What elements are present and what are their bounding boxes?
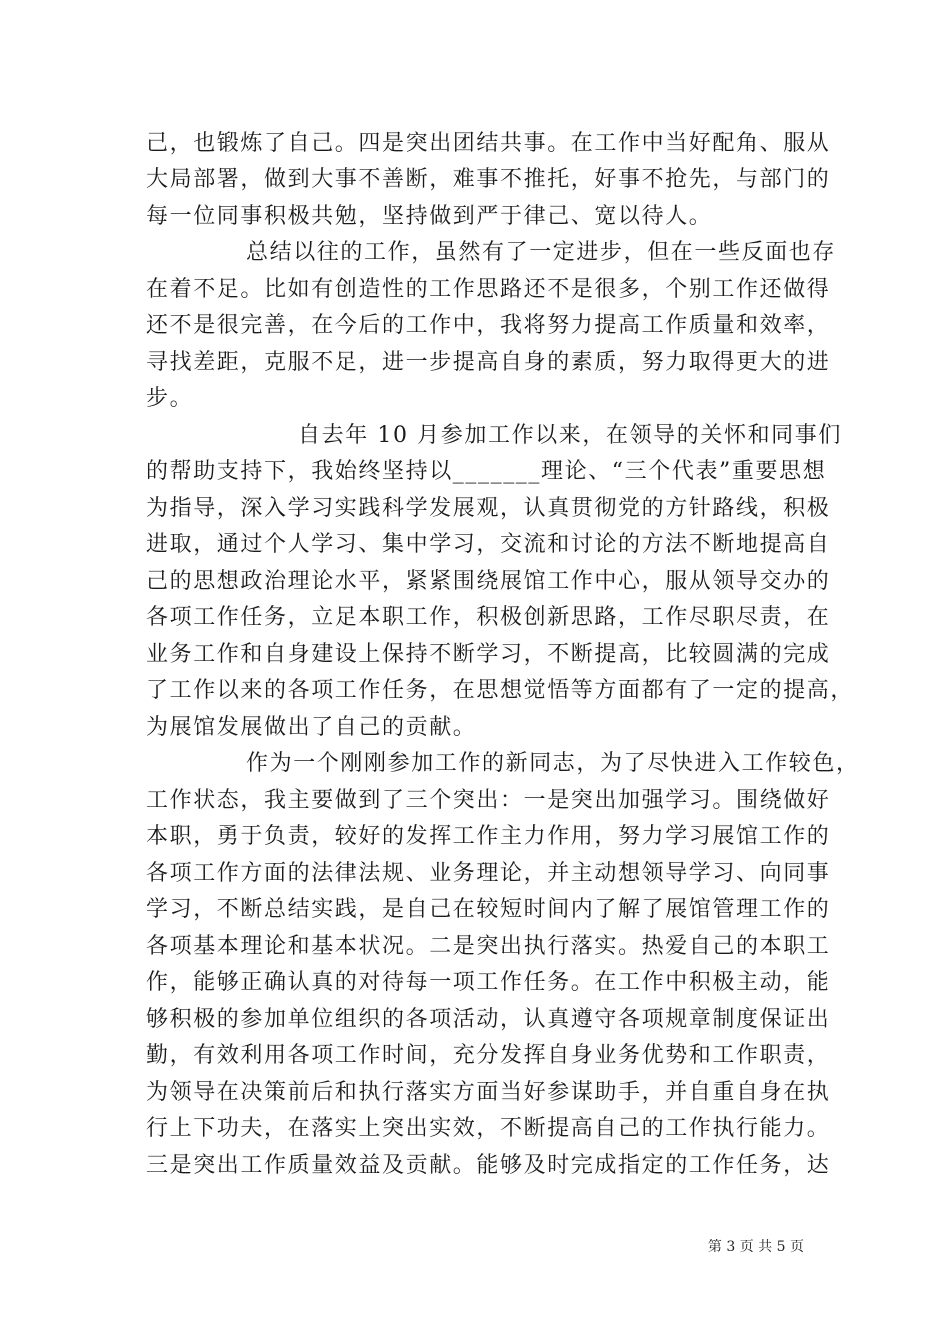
text-line: 为指导，深入学习实践科学发展观，认真贯彻党的方针路线，积极 [146,496,831,521]
text-line: 进取，通过个人学习、集中学习，交流和讨论的方法不断地提高自 [146,532,831,557]
text-line: 业务工作和自身建设上保持不断学习，不断提高，比较圆满的完成 [146,642,831,667]
text-line: 各项工作方面的法律法规、业务理论，并主动想领导学习、向同事 [146,861,831,886]
text-line: 每一位同事积极共勉，坚持做到严于律己、宽以待人。 [146,204,713,229]
text-line: 步。 [146,386,194,411]
text-line: 总结以往的工作，虽然有了一定进步，但在一些反面也存 [246,240,837,265]
text-line: 工作状态，我主要做到了三个突出：一是突出加强学习。围绕做好 [146,788,831,813]
text-line: 各项工作任务，立足本职工作，积极创新思路，工作尽职尽责，在 [146,605,831,630]
text-line: 本职，勇于负责，较好的发挥工作主力作用，努力学习展馆工作的 [146,824,831,849]
text-line: 了工作以来的各项工作任务，在思想觉悟等方面都有了一定的提高， [146,678,855,703]
text-line: 为展馆发展做出了自己的贡献。 [146,715,477,740]
text-line: 各项基本理论和基本状况。二是突出执行落实。热爱自己的本职工 [146,934,831,959]
text-line: 大局部署，做到大事不善断，难事不推托，好事不抢先，与部门的 [146,167,831,192]
text-line: 己的思想政治理论水平，紧紧围绕展馆工作中心，服从领导交办的 [146,569,831,594]
text-line: 为领导在决策前后和执行落实方面当好参谋助手，并自重自身在执 [146,1080,831,1105]
text-line: 还不是很完善，在今后的工作中，我将努力提高工作质量和效率， [146,313,831,338]
text-line: 自去年 10 月参加工作以来，在领导的关怀和同事们 [298,423,842,448]
text-line: 勤，有效利用各项工作时间，充分发挥自身业务优势和工作职责， [146,1043,831,1068]
text-line: 寻找差距，克服不足，进一步提高自身的素质，努力取得更大的进 [146,350,831,375]
text-line: 三是突出工作质量效益及贡献。能够及时完成指定的工作任务，达 [146,1153,831,1178]
text-line: 己，也锻炼了自己。四是突出团结共事。在工作中当好配角、服从 [146,131,831,156]
text-line: 作为一个刚刚参加工作的新同志，为了尽快进入工作较色， [246,751,860,776]
text-line: 够积极的参加单位组织的各项活动，认真遵守各项规章制度保证出 [146,1007,831,1032]
text-line: 的帮助支持下，我始终坚持以_______理论、“三个代表”重要思想 [146,459,827,484]
text-line: 作，能够正确认真的对待每一项工作任务。在工作中积极主动，能 [146,970,831,995]
text-line: 在着不足。比如有创造性的工作思路还不是很多，个别工作还做得 [146,277,831,302]
text-line: 学习，不断总结实践，是自己在较短时间内了解了展馆管理工作的 [146,897,831,922]
text-line: 行上下功夫，在落实上突出实效，不断提高自己的工作执行能力。 [146,1116,831,1141]
page-number: 第 3 页 共 5 页 [707,1239,804,1255]
